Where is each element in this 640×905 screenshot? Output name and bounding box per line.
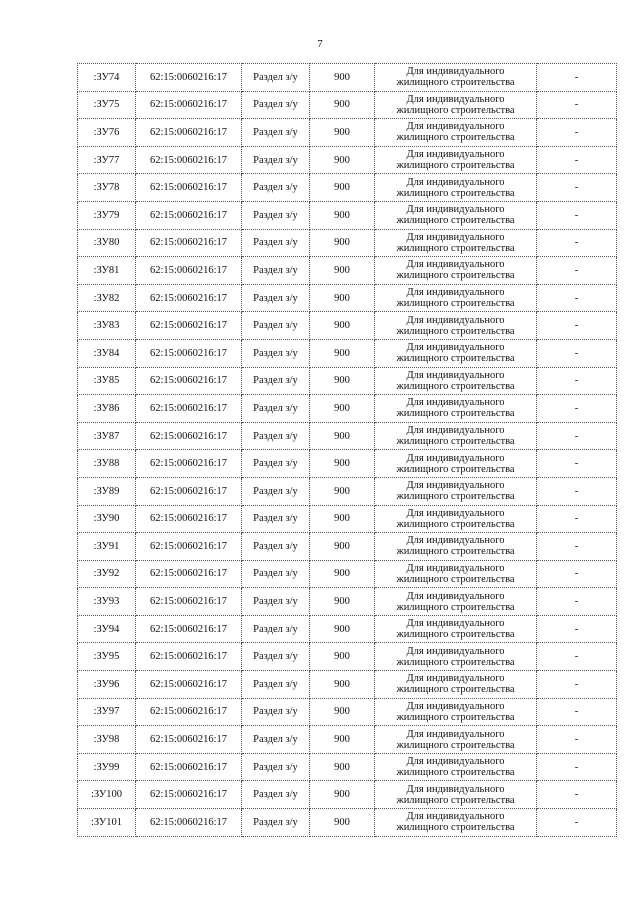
- note-cell: -: [537, 422, 617, 450]
- permitted-use-cell: [375, 174, 537, 202]
- permitted-use-line-1: Для индивидуального: [406, 149, 505, 161]
- plot-number-cell: :ЗУ99: [78, 753, 136, 781]
- cadastral-number-cell: 62:15:0060216:17: [136, 753, 242, 781]
- permitted-use-cell: [375, 201, 537, 229]
- permitted-use-cell: [375, 422, 537, 450]
- permitted-use-cell: [375, 284, 537, 312]
- area-cell: 900: [310, 91, 375, 119]
- area-cell: 900: [310, 533, 375, 561]
- table-row: [78, 809, 617, 837]
- area-cell: 900: [310, 284, 375, 312]
- note-cell: -: [537, 64, 617, 92]
- note-cell: -: [537, 257, 617, 285]
- plot-number-cell: :ЗУ80: [78, 229, 136, 257]
- permitted-use-line-1: Для индивидуального: [406, 93, 505, 105]
- permitted-use-line-2: жилищного строительства: [396, 546, 515, 558]
- table-row: [78, 560, 617, 588]
- permitted-use-line-2: жилищного строительства: [396, 298, 515, 310]
- note-cell: -: [537, 781, 617, 809]
- plot-number-cell: :ЗУ81: [78, 257, 136, 285]
- note-cell: -: [537, 91, 617, 119]
- permitted-use-cell: [375, 395, 537, 423]
- cadastral-number-cell: 62:15:0060216:17: [136, 339, 242, 367]
- table-row: [78, 64, 617, 92]
- cadastral-number-cell: 62:15:0060216:17: [136, 533, 242, 561]
- cadastral-number-cell: 62:15:0060216:17: [136, 422, 242, 450]
- permitted-use-line-1: Для индивидуального: [406, 397, 505, 409]
- note-cell: -: [537, 119, 617, 147]
- note-cell: -: [537, 671, 617, 699]
- permitted-use-line-1: Для индивидуального: [406, 342, 505, 354]
- plot-number-cell: :ЗУ74: [78, 64, 136, 92]
- area-cell: 900: [310, 229, 375, 257]
- permitted-use-line-2: жилищного строительства: [396, 132, 515, 144]
- formation-type-cell: Раздел з/у: [242, 229, 310, 257]
- permitted-use-line-1: Для индивидуального: [406, 314, 505, 326]
- formation-type-cell: Раздел з/у: [242, 753, 310, 781]
- permitted-use-cell: [375, 698, 537, 726]
- permitted-use-cell: [375, 146, 537, 174]
- area-cell: 900: [310, 643, 375, 671]
- formation-type-cell: Раздел з/у: [242, 174, 310, 202]
- plot-number-cell: :ЗУ77: [78, 146, 136, 174]
- cadastral-number-cell: 62:15:0060216:17: [136, 477, 242, 505]
- cadastral-number-cell: 62:15:0060216:17: [136, 450, 242, 478]
- formation-type-cell: Раздел з/у: [242, 781, 310, 809]
- formation-type-cell: Раздел з/у: [242, 450, 310, 478]
- permitted-use-cell: [375, 367, 537, 395]
- formation-type-cell: Раздел з/у: [242, 257, 310, 285]
- table-row: [78, 726, 617, 754]
- permitted-use-line-2: жилищного строительства: [396, 325, 515, 337]
- permitted-use-line-2: жилищного строительства: [396, 160, 515, 172]
- table-row: [78, 781, 617, 809]
- permitted-use-line-2: жилищного строительства: [396, 242, 515, 254]
- land-plots-table-body: [78, 64, 617, 837]
- plot-number-cell: :ЗУ100: [78, 781, 136, 809]
- formation-type-cell: Раздел з/у: [242, 698, 310, 726]
- permitted-use-line-2: жилищного строительства: [396, 684, 515, 696]
- permitted-use-line-2: жилищного строительства: [396, 436, 515, 448]
- note-cell: -: [537, 146, 617, 174]
- table-row: [78, 339, 617, 367]
- table-row: [78, 312, 617, 340]
- permitted-use-cell: [375, 505, 537, 533]
- plot-number-cell: :ЗУ90: [78, 505, 136, 533]
- table-row: [78, 395, 617, 423]
- permitted-use-line-1: Для индивидуального: [406, 231, 505, 243]
- permitted-use-line-2: жилищного строительства: [396, 629, 515, 641]
- cadastral-number-cell: 62:15:0060216:17: [136, 643, 242, 671]
- permitted-use-line-1: Для индивидуального: [406, 452, 505, 464]
- permitted-use-line-2: жилищного строительства: [396, 739, 515, 751]
- page-number: 7: [317, 38, 323, 50]
- cadastral-number-cell: 62:15:0060216:17: [136, 174, 242, 202]
- plot-number-cell: :ЗУ91: [78, 533, 136, 561]
- cadastral-number-cell: 62:15:0060216:17: [136, 395, 242, 423]
- table-row: [78, 257, 617, 285]
- formation-type-cell: Раздел з/у: [242, 588, 310, 616]
- cadastral-number-cell: 62:15:0060216:17: [136, 698, 242, 726]
- cadastral-number-cell: 62:15:0060216:17: [136, 229, 242, 257]
- permitted-use-line-1: Для индивидуального: [406, 287, 505, 299]
- area-cell: 900: [310, 119, 375, 147]
- area-cell: 900: [310, 698, 375, 726]
- permitted-use-line-1: Для индивидуального: [406, 259, 505, 271]
- table-row: [78, 477, 617, 505]
- cadastral-number-cell: 62:15:0060216:17: [136, 809, 242, 837]
- formation-type-cell: Раздел з/у: [242, 119, 310, 147]
- permitted-use-line-1: Для индивидуального: [406, 562, 505, 574]
- permitted-use-line-1: Для индивидуального: [406, 507, 505, 519]
- formation-type-cell: Раздел з/у: [242, 91, 310, 119]
- formation-type-cell: Раздел з/у: [242, 422, 310, 450]
- permitted-use-line-1: Для индивидуального: [406, 121, 505, 133]
- permitted-use-line-1: Для индивидуального: [406, 66, 505, 78]
- table-row: [78, 588, 617, 616]
- permitted-use-cell: [375, 753, 537, 781]
- permitted-use-line-1: Для индивидуального: [406, 369, 505, 381]
- cadastral-number-cell: 62:15:0060216:17: [136, 64, 242, 92]
- area-cell: 900: [310, 505, 375, 533]
- table-row: [78, 119, 617, 147]
- permitted-use-cell: [375, 781, 537, 809]
- table-row: [78, 174, 617, 202]
- permitted-use-cell: [375, 726, 537, 754]
- note-cell: -: [537, 698, 617, 726]
- permitted-use-cell: [375, 560, 537, 588]
- area-cell: 900: [310, 367, 375, 395]
- plot-number-cell: :ЗУ93: [78, 588, 136, 616]
- area-cell: 900: [310, 615, 375, 643]
- permitted-use-line-2: жилищного строительства: [396, 656, 515, 668]
- cadastral-number-cell: 62:15:0060216:17: [136, 615, 242, 643]
- table-row: [78, 201, 617, 229]
- formation-type-cell: Раздел з/у: [242, 312, 310, 340]
- cadastral-number-cell: 62:15:0060216:17: [136, 588, 242, 616]
- plot-number-cell: :ЗУ96: [78, 671, 136, 699]
- permitted-use-line-1: Для индивидуального: [406, 204, 505, 216]
- permitted-use-line-1: Для индивидуального: [406, 700, 505, 712]
- permitted-use-line-1: Для индивидуального: [406, 425, 505, 437]
- cadastral-number-cell: 62:15:0060216:17: [136, 726, 242, 754]
- note-cell: -: [537, 726, 617, 754]
- permitted-use-cell: [375, 257, 537, 285]
- formation-type-cell: Раздел з/у: [242, 533, 310, 561]
- permitted-use-cell: [375, 809, 537, 837]
- cadastral-number-cell: 62:15:0060216:17: [136, 505, 242, 533]
- area-cell: 900: [310, 395, 375, 423]
- permitted-use-cell: [375, 588, 537, 616]
- permitted-use-line-1: Для индивидуального: [406, 618, 505, 630]
- cadastral-number-cell: 62:15:0060216:17: [136, 257, 242, 285]
- permitted-use-cell: [375, 339, 537, 367]
- plot-number-cell: :ЗУ86: [78, 395, 136, 423]
- permitted-use-line-1: Для индивидуального: [406, 756, 505, 768]
- note-cell: -: [537, 339, 617, 367]
- note-cell: -: [537, 753, 617, 781]
- note-cell: -: [537, 367, 617, 395]
- formation-type-cell: Раздел з/у: [242, 505, 310, 533]
- plot-number-cell: :ЗУ87: [78, 422, 136, 450]
- note-cell: -: [537, 560, 617, 588]
- plot-number-cell: :ЗУ92: [78, 560, 136, 588]
- formation-type-cell: Раздел з/у: [242, 643, 310, 671]
- permitted-use-cell: [375, 64, 537, 92]
- plot-number-cell: :ЗУ98: [78, 726, 136, 754]
- formation-type-cell: Раздел з/у: [242, 284, 310, 312]
- formation-type-cell: Раздел з/у: [242, 560, 310, 588]
- plot-number-cell: :ЗУ85: [78, 367, 136, 395]
- permitted-use-line-1: Для индивидуального: [406, 783, 505, 795]
- cadastral-number-cell: 62:15:0060216:17: [136, 367, 242, 395]
- area-cell: 900: [310, 477, 375, 505]
- plot-number-cell: :ЗУ88: [78, 450, 136, 478]
- formation-type-cell: Раздел з/у: [242, 201, 310, 229]
- permitted-use-cell: [375, 671, 537, 699]
- area-cell: 900: [310, 201, 375, 229]
- note-cell: -: [537, 588, 617, 616]
- note-cell: -: [537, 174, 617, 202]
- formation-type-cell: Раздел з/у: [242, 809, 310, 837]
- table-row: [78, 450, 617, 478]
- permitted-use-line-2: жилищного строительства: [396, 822, 515, 834]
- permitted-use-line-2: жилищного строительства: [396, 187, 515, 199]
- plot-number-cell: :ЗУ101: [78, 809, 136, 837]
- area-cell: 900: [310, 422, 375, 450]
- plot-number-cell: :ЗУ83: [78, 312, 136, 340]
- area-cell: 900: [310, 257, 375, 285]
- permitted-use-cell: [375, 643, 537, 671]
- formation-type-cell: Раздел з/у: [242, 146, 310, 174]
- formation-type-cell: Раздел з/у: [242, 64, 310, 92]
- area-cell: 900: [310, 809, 375, 837]
- note-cell: -: [537, 284, 617, 312]
- formation-type-cell: Раздел з/у: [242, 477, 310, 505]
- table-row: [78, 146, 617, 174]
- note-cell: -: [537, 615, 617, 643]
- table-row: [78, 643, 617, 671]
- permitted-use-line-2: жилищного строительства: [396, 270, 515, 282]
- permitted-use-line-2: жилищного строительства: [396, 215, 515, 227]
- table-row: [78, 367, 617, 395]
- area-cell: 900: [310, 671, 375, 699]
- plot-number-cell: :ЗУ97: [78, 698, 136, 726]
- cadastral-number-cell: 62:15:0060216:17: [136, 91, 242, 119]
- formation-type-cell: Раздел з/у: [242, 395, 310, 423]
- permitted-use-line-1: Для индивидуального: [406, 176, 505, 188]
- note-cell: -: [537, 505, 617, 533]
- permitted-use-cell: [375, 450, 537, 478]
- permitted-use-line-2: жилищного строительства: [396, 518, 515, 530]
- permitted-use-line-2: жилищного строительства: [396, 463, 515, 475]
- land-plots-table: [77, 63, 617, 837]
- permitted-use-cell: [375, 533, 537, 561]
- plot-number-cell: :ЗУ79: [78, 201, 136, 229]
- cadastral-number-cell: 62:15:0060216:17: [136, 560, 242, 588]
- formation-type-cell: Раздел з/у: [242, 726, 310, 754]
- plot-number-cell: :ЗУ95: [78, 643, 136, 671]
- permitted-use-line-1: Для индивидуального: [406, 480, 505, 492]
- formation-type-cell: Раздел з/у: [242, 367, 310, 395]
- note-cell: -: [537, 450, 617, 478]
- permitted-use-cell: [375, 477, 537, 505]
- permitted-use-line-1: Для индивидуального: [406, 728, 505, 740]
- permitted-use-line-1: Для индивидуального: [406, 590, 505, 602]
- note-cell: -: [537, 533, 617, 561]
- table-row: [78, 615, 617, 643]
- table-row: [78, 284, 617, 312]
- plot-number-cell: :ЗУ82: [78, 284, 136, 312]
- cadastral-number-cell: 62:15:0060216:17: [136, 201, 242, 229]
- formation-type-cell: Раздел з/у: [242, 615, 310, 643]
- area-cell: 900: [310, 339, 375, 367]
- table-row: [78, 533, 617, 561]
- formation-type-cell: Раздел з/у: [242, 339, 310, 367]
- note-cell: -: [537, 229, 617, 257]
- formation-type-cell: Раздел з/у: [242, 671, 310, 699]
- table-row: [78, 505, 617, 533]
- area-cell: 900: [310, 588, 375, 616]
- note-cell: -: [537, 395, 617, 423]
- table-row: [78, 422, 617, 450]
- area-cell: 900: [310, 560, 375, 588]
- area-cell: 900: [310, 64, 375, 92]
- cadastral-number-cell: 62:15:0060216:17: [136, 146, 242, 174]
- table-row: [78, 229, 617, 257]
- note-cell: -: [537, 312, 617, 340]
- plot-number-cell: :ЗУ76: [78, 119, 136, 147]
- permitted-use-line-2: жилищного строительства: [396, 573, 515, 585]
- cadastral-number-cell: 62:15:0060216:17: [136, 119, 242, 147]
- permitted-use-cell: [375, 615, 537, 643]
- table-row: [78, 753, 617, 781]
- table-row: [78, 698, 617, 726]
- permitted-use-cell: [375, 229, 537, 257]
- cadastral-number-cell: 62:15:0060216:17: [136, 284, 242, 312]
- note-cell: -: [537, 809, 617, 837]
- area-cell: 900: [310, 312, 375, 340]
- permitted-use-line-2: жилищного строительства: [396, 601, 515, 613]
- permitted-use-line-2: жилищного строительства: [396, 353, 515, 365]
- area-cell: 900: [310, 753, 375, 781]
- plot-number-cell: :ЗУ89: [78, 477, 136, 505]
- permitted-use-line-2: жилищного строительства: [396, 408, 515, 420]
- permitted-use-line-1: Для индивидуального: [406, 645, 505, 657]
- note-cell: -: [537, 643, 617, 671]
- table-row: [78, 91, 617, 119]
- area-cell: 900: [310, 726, 375, 754]
- permitted-use-line-2: жилищного строительства: [396, 711, 515, 723]
- permitted-use-line-1: Для индивидуального: [406, 673, 505, 685]
- area-cell: 900: [310, 146, 375, 174]
- area-cell: 900: [310, 174, 375, 202]
- permitted-use-line-2: жилищного строительства: [396, 794, 515, 806]
- area-cell: 900: [310, 781, 375, 809]
- plot-number-cell: :ЗУ94: [78, 615, 136, 643]
- permitted-use-line-2: жилищного строительства: [396, 104, 515, 116]
- permitted-use-cell: [375, 119, 537, 147]
- permitted-use-line-2: жилищного строительства: [396, 77, 515, 89]
- permitted-use-line-2: жилищного строительства: [396, 380, 515, 392]
- plot-number-cell: :ЗУ75: [78, 91, 136, 119]
- permitted-use-line-2: жилищного строительства: [396, 767, 515, 779]
- permitted-use-cell: [375, 91, 537, 119]
- permitted-use-line-2: жилищного строительства: [396, 491, 515, 503]
- cadastral-number-cell: 62:15:0060216:17: [136, 671, 242, 699]
- cadastral-number-cell: 62:15:0060216:17: [136, 312, 242, 340]
- plot-number-cell: :ЗУ84: [78, 339, 136, 367]
- table-row: [78, 671, 617, 699]
- plot-number-cell: :ЗУ78: [78, 174, 136, 202]
- permitted-use-cell: [375, 312, 537, 340]
- note-cell: -: [537, 201, 617, 229]
- cadastral-number-cell: 62:15:0060216:17: [136, 781, 242, 809]
- area-cell: 900: [310, 450, 375, 478]
- permitted-use-line-1: Для индивидуального: [406, 535, 505, 547]
- permitted-use-line-1: Для индивидуального: [406, 811, 505, 823]
- note-cell: -: [537, 477, 617, 505]
